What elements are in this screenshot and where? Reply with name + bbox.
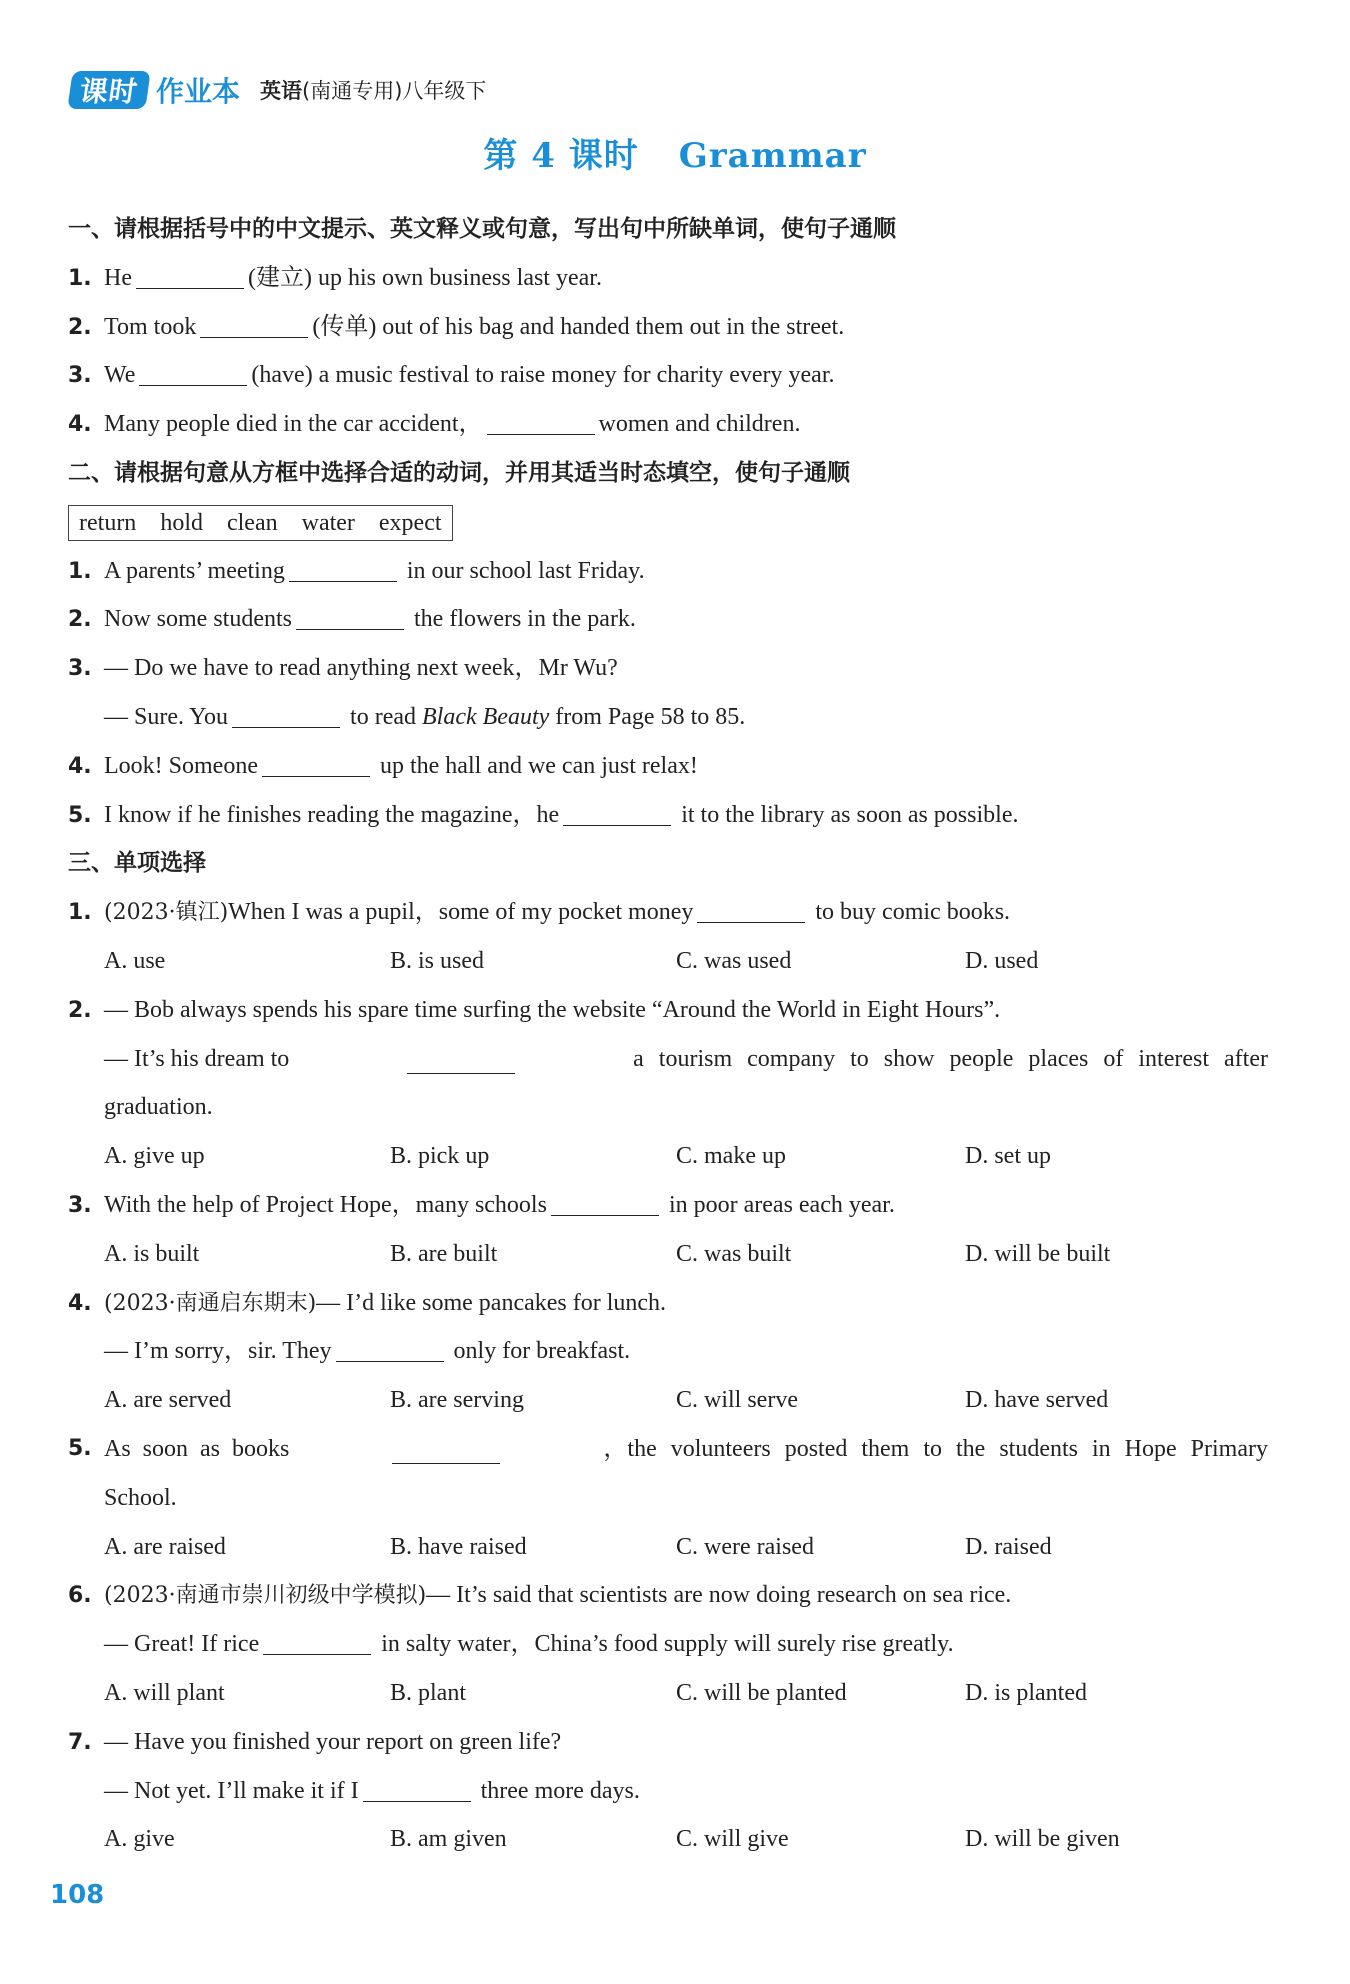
- answer-blank[interactable]: [296, 599, 404, 630]
- answer-blank[interactable]: [363, 1771, 471, 1802]
- word-option: return: [79, 509, 137, 536]
- question-row: 3. We (have) a music festival to raise money for charity every year.: [68, 351, 1268, 400]
- option-d[interactable]: D. is planted: [965, 1679, 1087, 1706]
- question-row: 5. I know if he finishes reading the magazine，he it to the library as soon as possible.: [68, 791, 1268, 840]
- section-heading: 三、单项选择: [68, 850, 206, 877]
- answer-blank[interactable]: [289, 551, 397, 582]
- option-d[interactable]: D. have served: [965, 1387, 1109, 1414]
- option-a[interactable]: A. give up: [104, 1143, 205, 1170]
- answer-blank[interactable]: [697, 892, 805, 923]
- option-c[interactable]: C. was built: [676, 1240, 792, 1267]
- answer-blank[interactable]: [136, 258, 244, 289]
- option-a[interactable]: A. give: [104, 1826, 175, 1853]
- answer-options: [68, 1815, 1268, 1864]
- answer-blank[interactable]: [487, 404, 595, 435]
- book-subtitle: [260, 75, 486, 105]
- question-row: School.: [104, 1484, 177, 1511]
- answer-blank[interactable]: [563, 795, 671, 826]
- answer-blank[interactable]: [200, 307, 308, 338]
- question-row: 4. Look! Someone up the hall and we can just relax!: [68, 742, 1268, 791]
- question-row: — I’m sorry，sir. They only for breakfast.: [68, 1327, 1268, 1376]
- answer-options: [68, 1230, 1268, 1279]
- lesson-topic: Grammar: [678, 136, 867, 176]
- option-c[interactable]: C. make up: [676, 1143, 786, 1170]
- option-b[interactable]: B. is used: [390, 947, 485, 974]
- question-row: 1. A parents’ meeting in our school last Friday.: [68, 547, 1268, 596]
- section-heading: 二、请根据句意从方框中选择合适的动词，并用其适当时态填空，使句子通顺: [68, 459, 850, 486]
- option-d[interactable]: D. set up: [965, 1143, 1051, 1170]
- option-a[interactable]: A. are served: [104, 1387, 232, 1414]
- answer-blank[interactable]: [262, 746, 370, 777]
- lesson-title: [0, 128, 1350, 177]
- answer-options: [68, 937, 1268, 986]
- option-a[interactable]: A. is built: [104, 1240, 200, 1267]
- option-d[interactable]: D. used: [965, 947, 1039, 974]
- answer-blank[interactable]: [263, 1624, 371, 1655]
- word-option: clean: [226, 509, 278, 536]
- question-row: 6. (2023·南通市崇川初级中学模拟)— It’s said that scientists are now doing research on sea rice.: [68, 1582, 1012, 1609]
- question-row: — Sure. You to read Black Beauty from Page 58 to 85.: [68, 693, 1268, 742]
- word-option: expect: [378, 509, 442, 536]
- word-box: [68, 505, 453, 541]
- answer-options: [68, 1132, 1268, 1181]
- option-d[interactable]: D. will be built: [965, 1240, 1111, 1267]
- question-row: — Not yet. I’ll make it if I three more days.: [68, 1767, 1268, 1816]
- question-row: 3. With the help of Project Hope，many schools in poor areas each year.: [68, 1181, 1268, 1230]
- option-b[interactable]: B. am given: [390, 1826, 507, 1853]
- logo-tail: 作业本: [156, 75, 241, 108]
- answer-blank[interactable]: [139, 355, 247, 386]
- question-row: 2. Tom took (传单) out of his bag and handed them out in the street.: [68, 303, 1268, 352]
- option-b[interactable]: B. pick up: [390, 1143, 490, 1170]
- lesson-number: 第 4 课时: [483, 136, 639, 176]
- section-heading: 一、请根据括号中的中文提示、英文释义或句意，写出句中所缺单词，使句子通顺: [68, 216, 896, 242]
- question-row: 7. — Have you finished your report on green life?: [68, 1728, 562, 1755]
- option-b[interactable]: B. plant: [390, 1679, 466, 1706]
- question-source: (2023·镇江): [104, 900, 229, 926]
- answer-blank[interactable]: [232, 697, 340, 728]
- answer-options: [68, 1523, 1268, 1572]
- question-row: 4. (2023·南通启东期末)— I’d like some pancakes for lunch.: [68, 1289, 667, 1316]
- word-option: water: [301, 509, 355, 536]
- option-a[interactable]: A. will plant: [104, 1679, 225, 1706]
- question-source: (2023·南通启东期末): [104, 1290, 317, 1316]
- question-row: graduation.: [104, 1094, 213, 1121]
- option-a[interactable]: A. are raised: [104, 1533, 226, 1560]
- question-row: 2. — Bob always spends his spare time surfing the website “Around the World in Eight Hours”.: [68, 996, 1001, 1023]
- answer-blank[interactable]: [392, 1433, 500, 1464]
- exercise-content: [68, 205, 1268, 1864]
- question-row: — It’s his dream to a tourism company to show people places of interest after: [68, 1035, 1268, 1084]
- logo-box: 课时: [67, 71, 150, 109]
- answer-options: [68, 1376, 1268, 1425]
- answer-options: [68, 1669, 1268, 1718]
- option-d[interactable]: D. raised: [965, 1533, 1052, 1560]
- option-c[interactable]: C. were raised: [676, 1533, 814, 1560]
- word-box-row: [68, 498, 1268, 547]
- question-row: 5. As soon as books ，the volunteers posted them to the students in Hope Primary: [68, 1425, 1268, 1474]
- page-header: [70, 68, 486, 112]
- option-c[interactable]: C. will be planted: [676, 1679, 847, 1706]
- question-row: 1. He (建立) up his own business last year.: [68, 254, 1268, 303]
- word-option: hold: [160, 509, 203, 536]
- question-row: 4. Many people died in the car accident， women and children.: [68, 400, 1268, 449]
- option-c[interactable]: C. was used: [676, 947, 792, 974]
- option-c[interactable]: C. will serve: [676, 1387, 798, 1414]
- question-row: 3. — Do we have to read anything next week，Mr Wu?: [68, 655, 618, 682]
- option-b[interactable]: B. are built: [390, 1240, 498, 1267]
- question-row: — Great! If rice in salty water，China’s food supply will surely rise greatly.: [68, 1620, 1268, 1669]
- question-row: 1. (2023·镇江)When I was a pupil，some of my pocket money to buy comic books.: [68, 888, 1268, 937]
- option-a[interactable]: A. use: [104, 947, 166, 974]
- option-d[interactable]: D. will be given: [965, 1826, 1120, 1853]
- book-title: Black Beauty: [422, 703, 550, 730]
- answer-blank[interactable]: [551, 1185, 659, 1216]
- option-b[interactable]: B. are serving: [390, 1387, 524, 1414]
- answer-blank[interactable]: [336, 1331, 444, 1362]
- page-number: 108: [50, 1880, 105, 1910]
- option-b[interactable]: B. have raised: [390, 1533, 527, 1560]
- brand-logo: [70, 70, 240, 110]
- option-c[interactable]: C. will give: [676, 1826, 789, 1853]
- edition-label: (南通专用)八年级下: [302, 79, 487, 103]
- question-row: 2. Now some students the flowers in the park.: [68, 595, 1268, 644]
- answer-blank[interactable]: [407, 1043, 515, 1074]
- question-source: (2023·南通市崇川初级中学模拟): [104, 1583, 427, 1609]
- subject-label: 英语: [260, 79, 303, 103]
